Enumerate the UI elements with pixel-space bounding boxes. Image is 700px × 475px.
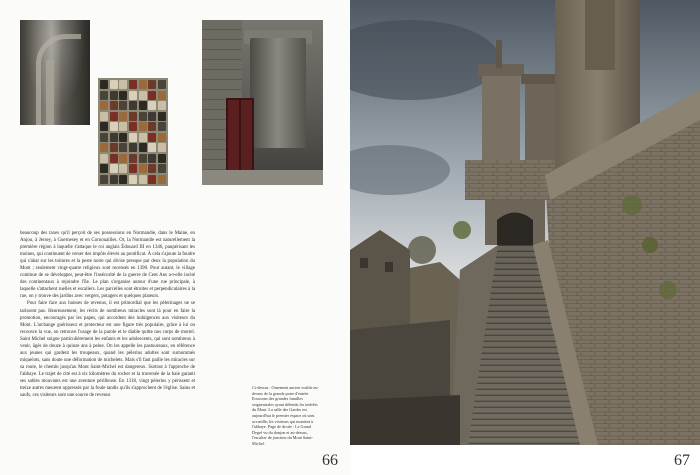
tile: [148, 91, 156, 100]
tile: [129, 175, 137, 184]
tile: [139, 175, 147, 184]
right-page: [350, 0, 700, 475]
tile: [119, 91, 127, 100]
tile: [129, 154, 137, 163]
body-text: [20, 230, 195, 399]
tile: [158, 164, 166, 173]
tile: [158, 91, 166, 100]
tile: [129, 164, 137, 173]
tile: [110, 80, 118, 89]
tile: [129, 143, 137, 152]
photo-caption: Ci-dessus : Ornement ancien visible au-dessus de la grande porte d'entrée. Ecussons des grandes familles seigneuriales ayant défendu les intérêts du Mont. La salle des Gardes est aujourd'hui le premier espace où sont accueillis les visiteurs qui montent à l'abbaye. Page de droite : Le Grand Degré vu du donjon et au-dessus, l'escalier de jonction du Mont Saint-Michel.: [252, 385, 319, 446]
tile: [148, 101, 156, 110]
tile: [139, 154, 147, 163]
tile: [110, 101, 118, 110]
tile: [139, 91, 147, 100]
tile: [148, 164, 156, 173]
tile: [100, 133, 108, 142]
tile: [139, 164, 147, 173]
body-paragraph-1: beaucoup des taxes qu'il perçoit de ses possessions en Normandie, dans le Maine, en Anjou, à Jersey, à Guernesey et en Cornouailles. Or, la Normandie est naturellement la première région à laquelle s'attaque le roi anglais Édouard III en 1346, paupérisant les moines, qui continuent de verser des impôts élevés au pontificat. À cela s'ajoute la foudre qui s'abat sur les toitures et la peste noire qui divise presque par deux la population du Mont ; seulement vingt-quatre religieux sont recensés en 1390. Pour autant, le village continue de se développer, peut-être l'insécurité de la guerre de Cent Ans a-t-elle incité des continentaux à rejoindre l'île. Le plan s'organise autour d'une rue principale, à laquelle s'attachent ruelles et escaliers. Les parcelles sont étroites et perpendiculaires à la rue, on y trouve des jardins avec vergers, potagers et quelques plateurs.: [20, 231, 195, 300]
tile: [158, 112, 166, 121]
tile: [158, 101, 166, 110]
tile: [158, 154, 166, 163]
tile: [139, 122, 147, 131]
photo-door-and-turret: [202, 20, 323, 185]
tile: [119, 101, 127, 110]
tile: [110, 122, 118, 131]
tile: [100, 112, 108, 121]
tile: [110, 91, 118, 100]
tile: [139, 143, 147, 152]
tile: [110, 154, 118, 163]
tile: [119, 175, 127, 184]
tile: [148, 143, 156, 152]
page-number-left: 66: [322, 452, 338, 469]
tile: [148, 112, 156, 121]
tile: [100, 164, 108, 173]
tile: [119, 122, 127, 131]
tile: [119, 80, 127, 89]
tile: [139, 101, 147, 110]
tile: [119, 154, 127, 163]
tile: [158, 122, 166, 131]
tile: [110, 175, 118, 184]
tile: [158, 133, 166, 142]
tile: [100, 143, 108, 152]
tile: [100, 175, 108, 184]
tile: [139, 80, 147, 89]
tile: [148, 175, 156, 184]
tile: [119, 133, 127, 142]
body-paragraph-2: Pour faire face aux baisses de revenus, il est primordial que les pèlerinages ne se tarissent pas. Heureusement, les récits de nombreux miracles sont là pour en faire la promotion, encouragés par les papes, qui accordent des indulgences aux visiteurs du Mont. L'archange guérisseur et protecteur est une figure très populaire, grâce à lui on recouvre la vue, on retrouve l'usage de la parole et le diable quitte nos corps de mortel. Saint Michel soigne particulièrement les enfants et les adolescents, qui sont nombreux à venir, âgés de douze à quinze ans à peine. On les appelle les pastoureaux, en référence aux jeunes qui gardent les troupeaux, quand les pèlerins adultes sont surnommés miquelots, sans doute une déformation de michelets. Mais s'il faut paille les miracles sur sa route, le chemin jusqu'au Mont Saint-Michel est dangereux. Surtout à l'approche de l'abbaye. Le trajet de cité est à six kilomètres du rocher et la traversée de la baie garanti ses sables mouvants est une aventure périlleuse. En 1318, vingt pèlerins y périssent et treize autres meurent oppressés par la foule tandis qu'ils s'approchent de l'église. Sains et saufs, ces visiteurs sont une source de revenus: [20, 301, 195, 399]
tile: [110, 133, 118, 142]
tile: [110, 143, 118, 152]
tile: [100, 154, 108, 163]
tile: [148, 80, 156, 89]
tile: [148, 133, 156, 142]
page-number-right: 67: [674, 452, 690, 469]
tile: [158, 143, 166, 152]
tile: [129, 112, 137, 121]
tile: [110, 164, 118, 173]
photo-gothic-pillar: [20, 20, 90, 125]
tile: [129, 91, 137, 100]
tile: [100, 101, 108, 110]
tile: [119, 112, 127, 121]
tile: [158, 80, 166, 89]
photo-grand-degre-staircase: [350, 0, 700, 445]
tile: [139, 133, 147, 142]
tile: [158, 175, 166, 184]
tile: [129, 101, 137, 110]
tile: [100, 122, 108, 131]
tile: [148, 122, 156, 131]
tile: [129, 133, 137, 142]
tile: [129, 122, 137, 131]
tile: [110, 112, 118, 121]
tile: [129, 80, 137, 89]
tile: [119, 143, 127, 152]
tile: [100, 91, 108, 100]
staircase-illustration: [350, 0, 700, 445]
tile: [100, 80, 108, 89]
photo-coat-of-arms-tiles: [98, 78, 168, 186]
tile: [119, 164, 127, 173]
tile: [139, 112, 147, 121]
tile: [148, 154, 156, 163]
